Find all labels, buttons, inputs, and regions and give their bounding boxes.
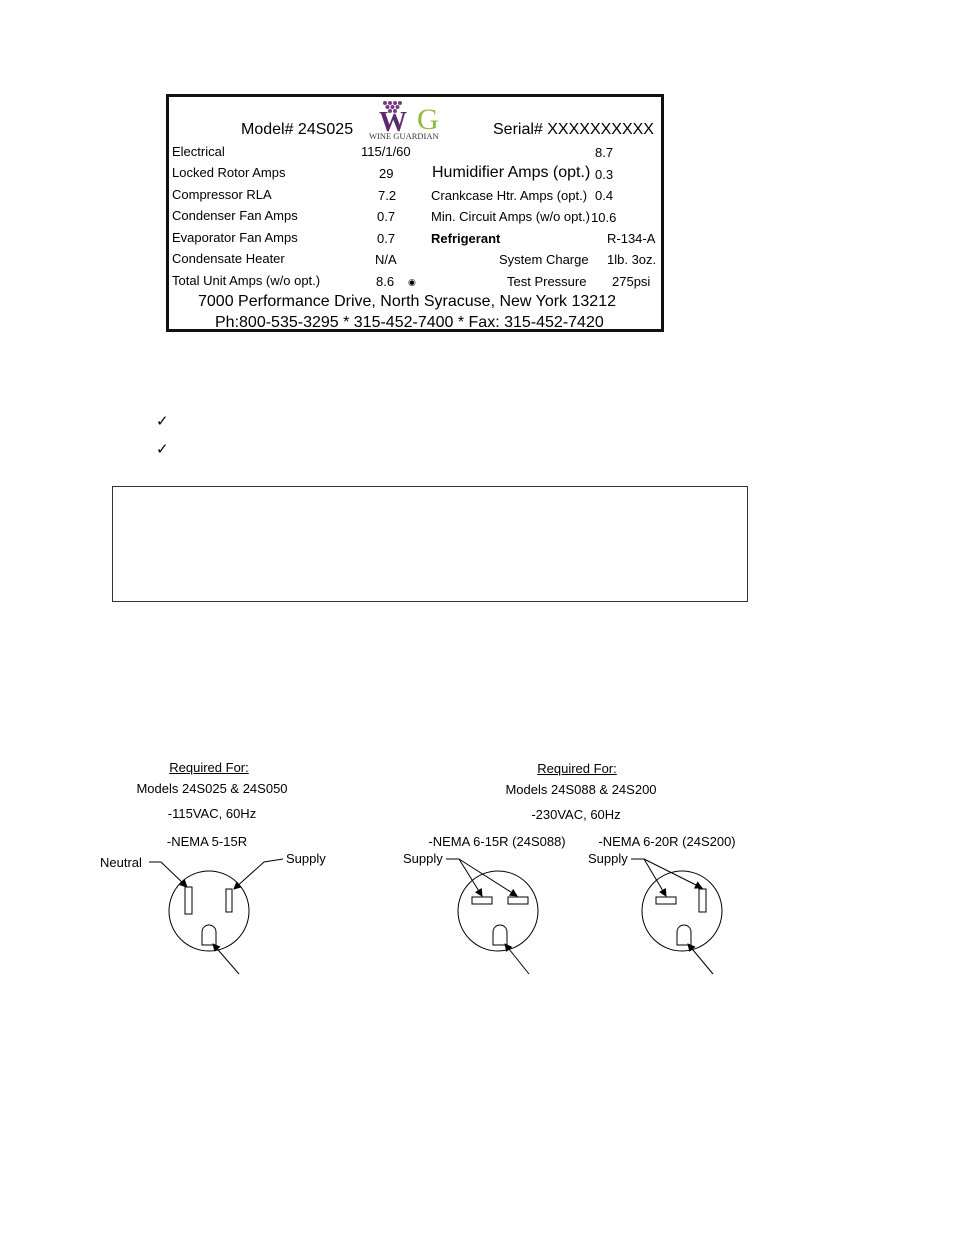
models-label: Models 24S088 & 24S200 [505,782,657,797]
spec-value: 115/1/60 [361,144,411,159]
spec-label: Total Unit Amps (w/o opt.) [172,273,321,288]
spec-label: Refrigerant [431,231,501,246]
spec-value: 0.7 [377,209,396,224]
phone-fax: Ph:800-535-3295 * 315-452-7400 * Fax: 315-452-7420 [215,314,604,331]
supply-label: Supply [403,851,443,866]
nameplate-label [166,94,664,332]
wine-guardian-logo [369,99,469,141]
spec-value: 0.3 [595,167,614,182]
required-for-label: Required For: [169,760,249,775]
spec-label: Test Pressure [507,274,587,289]
spec-value: 0.4 [595,188,614,203]
nema-5-15r-receptacle-icon [169,871,249,951]
spec-value: N/A [375,252,397,267]
spec-value: 29 [379,166,394,181]
spec-label: Electrical [172,144,225,159]
svg-text:G: G [417,103,439,136]
spec-label: Locked Rotor Amps [172,165,286,180]
supply-label: Supply [286,851,326,866]
nema-label: -NEMA 6-15R (24S088) [428,834,566,849]
voltage-label: -115VAC, 60Hz [167,806,257,821]
spec-value: 275psi [612,274,651,289]
supply-label: Supply [588,851,628,866]
nema-6-15r-receptacle-icon [458,871,538,951]
required-for-label: Required For: [537,761,617,776]
nema-label: -NEMA 5-15R [166,834,248,849]
serial-number: Serial# XXXXXXXXXX [493,121,654,138]
ul-mark-icon: ◉ [408,277,416,287]
spec-value: 8.7 [595,145,614,160]
svg-text:WINE GUARDIAN: WINE GUARDIAN [369,131,439,141]
neutral-label: Neutral [100,855,142,870]
note-box [112,486,748,602]
spec-label: Condensate Heater [172,251,285,266]
spec-value: 8.6 [376,274,395,289]
nema-6-20r-receptacle-icon [642,871,722,951]
spec-value: 10.6 [591,210,617,225]
spec-label: Humidifier Amps (opt.) [432,164,591,181]
check-icon: ✓ [156,413,169,430]
spec-label: System Charge [499,252,589,267]
spec-label: Evaporator Fan Amps [172,230,298,245]
model-number: Model# 24S025 [241,121,354,138]
address: 7000 Performance Drive, North Syracuse, New York 13212 [198,293,616,310]
spec-value: 0.7 [377,231,396,246]
voltage-label: -230VAC, 60Hz [531,807,621,822]
svg-text:W: W [379,107,407,138]
models-label: Models 24S025 & 24S050 [136,781,288,796]
nema-label: -NEMA 6-20R (24S200) [598,834,736,849]
spec-label: Compressor RLA [172,187,272,202]
spec-label: Crankcase Htr. Amps (opt.) [431,188,588,203]
spec-label: Condenser Fan Amps [172,208,298,223]
check-icon: ✓ [156,441,169,458]
spec-label: Min. Circuit Amps (w/o opt.) [431,209,590,224]
spec-value: R-134-A [607,231,656,246]
spec-value: 1lb. 3oz. [607,252,657,267]
spec-value: 7.2 [378,188,397,203]
